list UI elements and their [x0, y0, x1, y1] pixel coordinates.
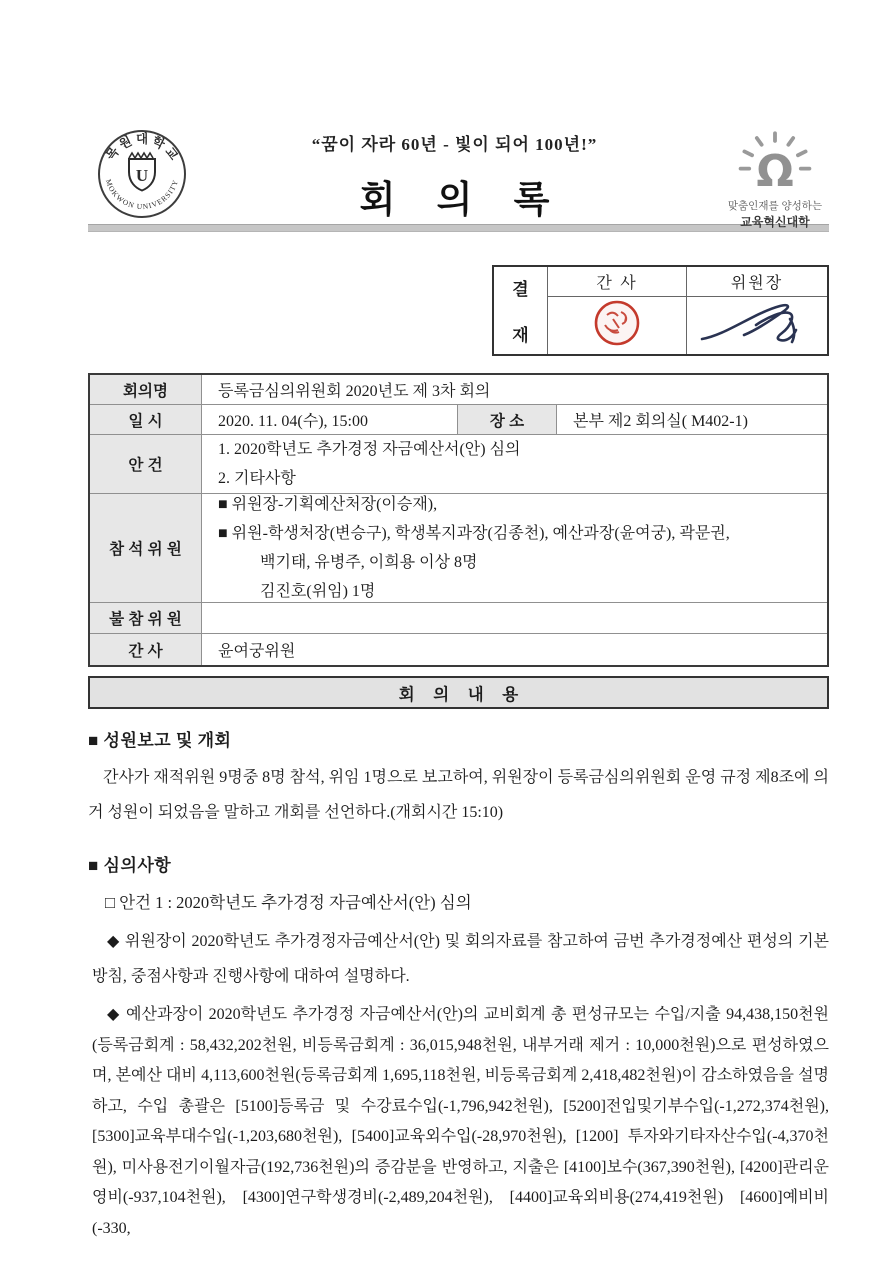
- secretary-stamp-cell: [548, 297, 687, 354]
- section-quorum-paragraph: 간사가 재적위원 9명중 8명 참석, 위임 1명으로 보고하여, 위원장이 등록금심의위원회 운영 규정 제8조에 의거 성원이 되었음을 말하고 개회를 선언하다.(개회시간 15:10): [88, 769, 829, 821]
- svg-text:목 원 대 학 교: 목 원 대 학 교: [103, 132, 181, 163]
- secretary-value: 윤여궁위원: [218, 643, 296, 660]
- approval-label: [494, 267, 548, 354]
- header-divider-rule: [88, 224, 829, 232]
- place-value: 본부 제2 회의실( M402-1): [573, 413, 748, 430]
- attendee-line: ■ 위원-학생처장(변승구), 학생복지과장(김종천), 예산과장(윤여궁), 곽문권,: [218, 525, 730, 542]
- chairman-signature-icon: [698, 299, 816, 352]
- agenda-item: 1. 2020학년도 추가경정 자금예산서(안) 심의: [218, 441, 521, 458]
- section-deliberation-heading: ■ 심의사항: [88, 856, 172, 875]
- agenda-item: 2. 기타사항: [218, 470, 296, 487]
- agenda-label: 안 건: [90, 435, 202, 493]
- meeting-info-table: [88, 373, 829, 667]
- datetime-value: 2020. 11. 04(수), 15:00: [218, 413, 368, 430]
- agenda-1-line: □ 안건 1 : 2020학년도 추가경정 자금예산서(안) 심의: [105, 893, 472, 912]
- svg-text:Ω: Ω: [756, 145, 794, 192]
- header-slogan: “꿈이 자라 60년 - 빛이 되어 100년!”: [311, 135, 598, 154]
- bullet-chairman-explanation: ◆ 위원장이 2020학년도 추가경정자금예산서(안) 및 회의자료를 참고하여 금번 추가경정예산 편성의 기본방침, 중점사항과 진행사항에 대하여 설명하다.: [92, 933, 829, 985]
- approval-label-bottom: 재: [512, 326, 529, 345]
- meeting-content-header: 회 의 내 용: [88, 676, 829, 709]
- university-seal-icon: [88, 128, 188, 225]
- bullet-budget-details: ◆ 예산과장이 2020학년도 추가경정 자금예산서(안)의 교비회계 총 편성규모는 수입/지출 94,438,150천원(등록금회계 : 58,432,202천원, 비등록금회계 : 36,015,948천원, 내부거래 제거 : 10,000천원)으로 편성하였으며, 본예산 대비 4,113,600천원(등록금회계 1,695,118천원, 비등록금회계 2,418,482천원)이 감소하였음을 설명하고, 수입 총괄은 [5100]등록금 및 수강료수입(-1,796,942천원), [5200]전입및기부수입(-1,272,374천원), [5300]교육부대수입(-1,203,680천원), [5400]교육외수입(-28,970천원), [1200] 투자와기타자산수입(-4,370천원), 미사용전기이월자금(192,736천원)의 증감분을 반영하고, 지출은 [4100]보수(367,390천원), [4200]관리운영비(-937,104천원), [4300]연구학생경비(-2,489,204천원), [4400]교육외비용(274,419천원) [4600]예비비(-330,: [92, 1006, 829, 1237]
- page-title: 회 의 록: [359, 180, 566, 221]
- attendee-line: 백기태, 유병주, 이희용 이상 8명: [260, 554, 478, 571]
- place-label: 장 소: [457, 405, 557, 434]
- row-secretary: [90, 634, 827, 665]
- innovation-logo-title: 교육혁신대학: [740, 215, 810, 229]
- innovation-logo-subtitle: 맞춤인재를 양성하는: [727, 200, 823, 212]
- document-header: [88, 128, 829, 229]
- secretary-label: 간 사: [90, 634, 202, 665]
- absent-value: [202, 603, 827, 633]
- row-datetime-place: [90, 405, 827, 435]
- meeting-minutes-body: [88, 726, 829, 1244]
- svg-text:MOKWON UNIVERSITY: MOKWON UNIVERSITY: [103, 178, 181, 212]
- approval-sign-table: [492, 265, 829, 356]
- row-meeting-name: [90, 375, 827, 405]
- row-attendees: [90, 494, 827, 603]
- approval-col-chairman: 위원장: [687, 267, 827, 297]
- datetime-label: 일 시: [90, 405, 202, 434]
- lightbulb-icon: [732, 145, 818, 196]
- attendees-label: 참 석 위 원: [90, 494, 202, 602]
- innovation-logo: [721, 128, 829, 230]
- attendee-line: ■ 위원장-기획예산처장(이승재),: [218, 496, 438, 513]
- svg-text:U: U: [135, 166, 149, 185]
- absent-label: 불 참 위 원: [90, 603, 202, 633]
- section-quorum-heading: ■ 성원보고 및 개회: [88, 731, 232, 750]
- meeting-name-value: 등록금심의위원회 2020년도 제 3차 회의: [218, 383, 491, 400]
- row-absent: [90, 603, 827, 634]
- approval-col-secretary: 간 사: [548, 267, 687, 297]
- row-agenda: [90, 435, 827, 494]
- approval-label-top: 결: [512, 280, 529, 299]
- attendee-line: 김진호(위임) 1명: [260, 583, 376, 600]
- red-seal-stamp-icon: [592, 298, 642, 353]
- meeting-name-label: 회의명: [90, 375, 202, 404]
- chairman-signature-cell: [687, 297, 827, 354]
